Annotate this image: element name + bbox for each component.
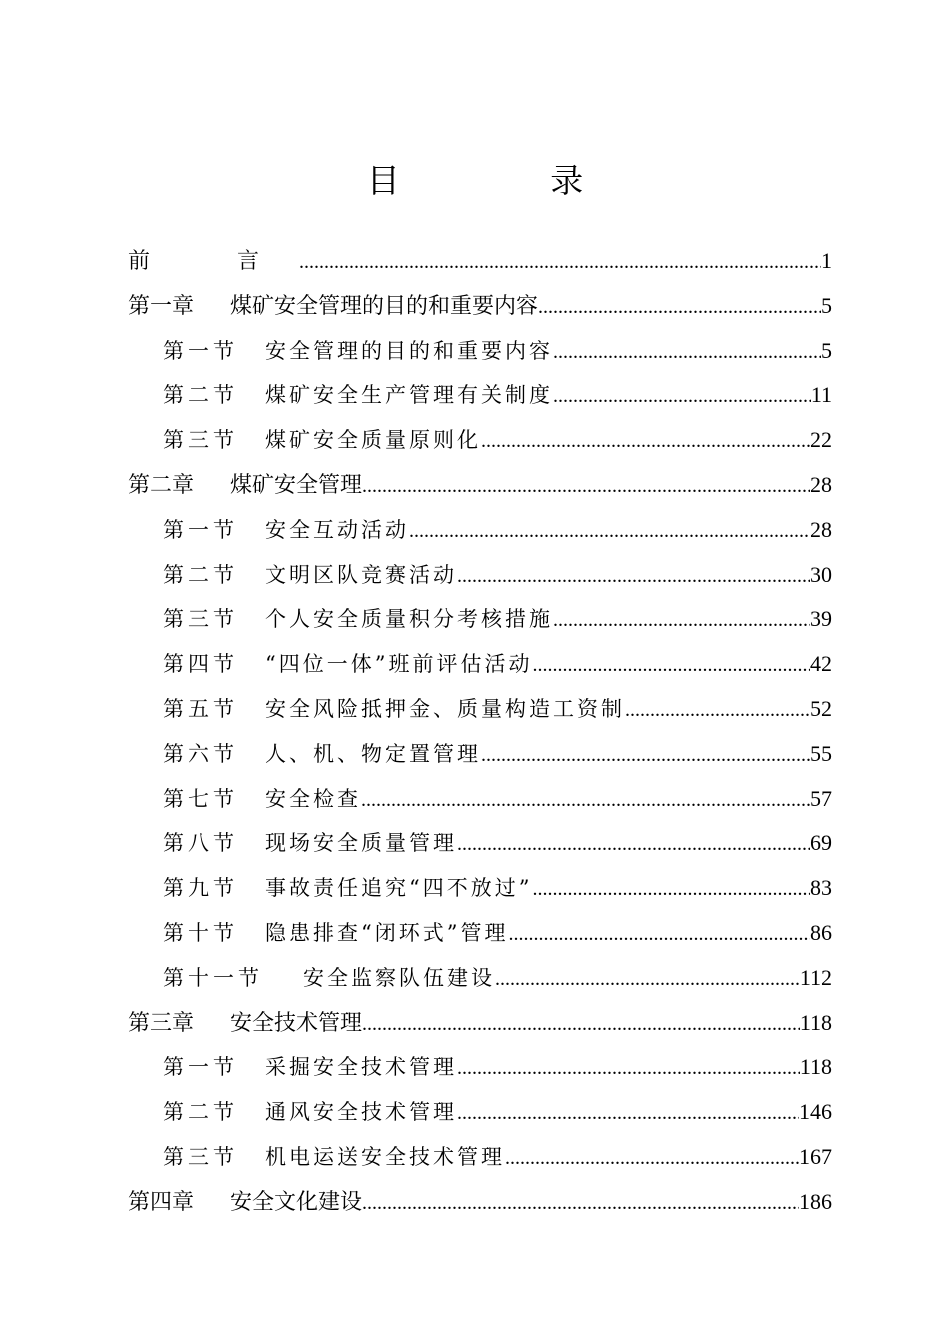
toc-dot-leader bbox=[362, 1181, 799, 1226]
toc-entry-section bbox=[128, 866, 832, 911]
toc-entry-title: 安全技术管理 bbox=[230, 1010, 363, 1036]
toc-entry-number: 第三节 bbox=[163, 1144, 238, 1169]
toc-dot-leader bbox=[457, 1046, 800, 1091]
toc-entry-chapter bbox=[128, 284, 832, 329]
toc-dot-leader bbox=[532, 643, 810, 688]
toc-entry-section bbox=[128, 687, 832, 732]
toc-entry-page: 5 bbox=[821, 337, 832, 363]
toc-dot-leader bbox=[505, 1136, 799, 1181]
toc-dot-leader bbox=[553, 330, 821, 375]
toc-entry-title: 前 言 bbox=[128, 249, 299, 274]
toc-entry-preface bbox=[128, 239, 832, 284]
toc-dot-leader bbox=[362, 1002, 800, 1047]
toc-entry-number: 第七节 bbox=[163, 786, 238, 811]
toc-entry-section bbox=[128, 373, 832, 418]
toc-dot-leader bbox=[495, 957, 800, 1002]
toc-entry-title: 煤矿安全管理 bbox=[230, 472, 363, 498]
toc-entry-number: 第二节 bbox=[163, 383, 238, 408]
toc-entry-number: 第二节 bbox=[163, 1100, 238, 1125]
page-title: 目 录 bbox=[366, 161, 654, 200]
toc-dot-leader bbox=[457, 554, 810, 599]
toc-entry-page: 55 bbox=[810, 740, 832, 766]
toc-entry-title: 安全检查 bbox=[265, 786, 361, 811]
toc-entry-page: 57 bbox=[810, 785, 832, 811]
toc-entry-chapter bbox=[128, 1180, 832, 1225]
toc-entry-number: 第三节 bbox=[163, 428, 238, 453]
toc-dot-leader bbox=[625, 688, 810, 733]
toc-entry-page: 118 bbox=[799, 1054, 832, 1080]
toc-entry-number: 第一章 bbox=[128, 293, 195, 319]
toc-entry-number: 第十节 bbox=[163, 920, 238, 945]
toc-entry-number: 第八节 bbox=[163, 831, 238, 856]
toc-entry-title: 通风安全技术管理 bbox=[265, 1100, 457, 1125]
toc-entry-page: 146 bbox=[799, 1099, 832, 1125]
toc-entry-chapter bbox=[128, 463, 832, 508]
toc-entry-page: 167 bbox=[799, 1143, 832, 1169]
toc-entry-title: 现场安全质量管理 bbox=[265, 831, 457, 856]
toc-entry-number: 第一节 bbox=[163, 1055, 238, 1080]
toc-entry-page: 112 bbox=[799, 964, 832, 990]
toc-entry-section bbox=[128, 1090, 832, 1135]
toc-entry-number: 第一节 bbox=[163, 517, 238, 542]
toc-entry-section bbox=[128, 956, 832, 1001]
toc-entry-page: 42 bbox=[810, 651, 832, 677]
toc-entry-section bbox=[128, 1045, 832, 1090]
toc-entry-page: 52 bbox=[810, 695, 832, 721]
toc-entry-page: 118 bbox=[799, 1009, 832, 1035]
toc-entry-section bbox=[128, 911, 832, 956]
toc-entry-title: 事故责任追究“四不放过” bbox=[265, 876, 533, 901]
toc-dot-leader bbox=[361, 778, 810, 823]
toc-entry-section bbox=[128, 597, 832, 642]
toc-entry-title: 个人安全质量积分考核措施 bbox=[265, 607, 553, 632]
toc-entry-section bbox=[128, 508, 832, 553]
toc-dot-leader bbox=[481, 733, 810, 778]
toc-entry-title: 人、机、物定置管理 bbox=[265, 741, 481, 766]
toc-entry-section bbox=[128, 821, 832, 866]
toc-entry-section bbox=[128, 732, 832, 777]
toc-entry-section bbox=[128, 329, 832, 374]
toc-dot-leader bbox=[553, 374, 811, 419]
toc-entry-chapter bbox=[128, 1001, 832, 1046]
toc-entry-title: 文明区队竞赛活动 bbox=[265, 562, 457, 587]
toc-dot-leader bbox=[457, 822, 810, 867]
toc-entry-number: 第九节 bbox=[163, 876, 238, 901]
toc-entry-section bbox=[128, 1135, 832, 1180]
toc-entry-page: 5 bbox=[821, 292, 832, 318]
toc-entry-title: 安全管理的目的和重要内容 bbox=[265, 338, 553, 363]
toc-entry-title: 煤矿安全质量原则化 bbox=[265, 428, 481, 453]
toc-entry-title: 安全文化建设 bbox=[230, 1189, 363, 1215]
toc-entry-page: 30 bbox=[810, 561, 832, 587]
toc-entry-page: 186 bbox=[799, 1188, 832, 1214]
toc-entry-page: 39 bbox=[810, 606, 832, 632]
toc-entry-page: 28 bbox=[810, 471, 832, 497]
toc-entry-page: 69 bbox=[810, 830, 832, 856]
toc-entry-title: 安全监察队伍建设 bbox=[303, 965, 495, 990]
toc-entry-number: 第四章 bbox=[128, 1189, 195, 1215]
table-of-contents bbox=[128, 239, 832, 1225]
toc-dot-leader bbox=[409, 509, 810, 554]
toc-entry-page: 22 bbox=[810, 427, 832, 453]
toc-entry-title: “四位一体”班前评估活动 bbox=[265, 652, 533, 677]
toc-dot-leader bbox=[538, 285, 821, 330]
toc-entry-number: 第十一节 bbox=[163, 965, 263, 990]
toc-entry-title: 机电运送安全技术管理 bbox=[265, 1144, 505, 1169]
toc-entry-section bbox=[128, 418, 832, 463]
toc-entry-page: 83 bbox=[810, 875, 832, 901]
toc-dot-leader bbox=[508, 912, 810, 957]
toc-entry-section bbox=[128, 777, 832, 822]
toc-entry-number: 第三章 bbox=[128, 1010, 195, 1036]
toc-entry-page: 11 bbox=[810, 382, 832, 408]
toc-entry-title: 安全互动活动 bbox=[265, 517, 409, 542]
toc-entry-title: 煤矿安全生产管理有关制度 bbox=[265, 383, 553, 408]
toc-dot-leader bbox=[481, 419, 810, 464]
toc-dot-leader bbox=[553, 598, 810, 643]
toc-entry-title: 煤矿安全管理的目的和重要内容 bbox=[230, 293, 539, 319]
toc-entry-number: 第四节 bbox=[163, 652, 238, 677]
toc-dot-leader bbox=[532, 867, 810, 912]
toc-entry-title: 隐患排查“闭环式”管理 bbox=[265, 920, 509, 945]
toc-entry-page: 86 bbox=[810, 919, 832, 945]
toc-entry-number: 第五节 bbox=[163, 696, 238, 721]
toc-entry-number: 第六节 bbox=[163, 741, 238, 766]
toc-entry-number: 第二节 bbox=[163, 562, 238, 587]
toc-entry-number: 第一节 bbox=[163, 338, 238, 363]
toc-entry-section bbox=[128, 642, 832, 687]
toc-dot-leader bbox=[299, 240, 821, 285]
toc-entry-title: 安全风险抵押金、质量构造工资制 bbox=[265, 696, 625, 721]
toc-entry-page: 1 bbox=[821, 248, 832, 273]
toc-dot-leader bbox=[362, 464, 810, 509]
toc-entry-number: 第二章 bbox=[128, 472, 195, 498]
toc-entry-title: 采掘安全技术管理 bbox=[265, 1055, 457, 1080]
toc-entry-page: 28 bbox=[810, 516, 832, 542]
toc-dot-leader bbox=[457, 1091, 799, 1136]
toc-entry-number: 第三节 bbox=[163, 607, 238, 632]
toc-entry-section bbox=[128, 553, 832, 598]
